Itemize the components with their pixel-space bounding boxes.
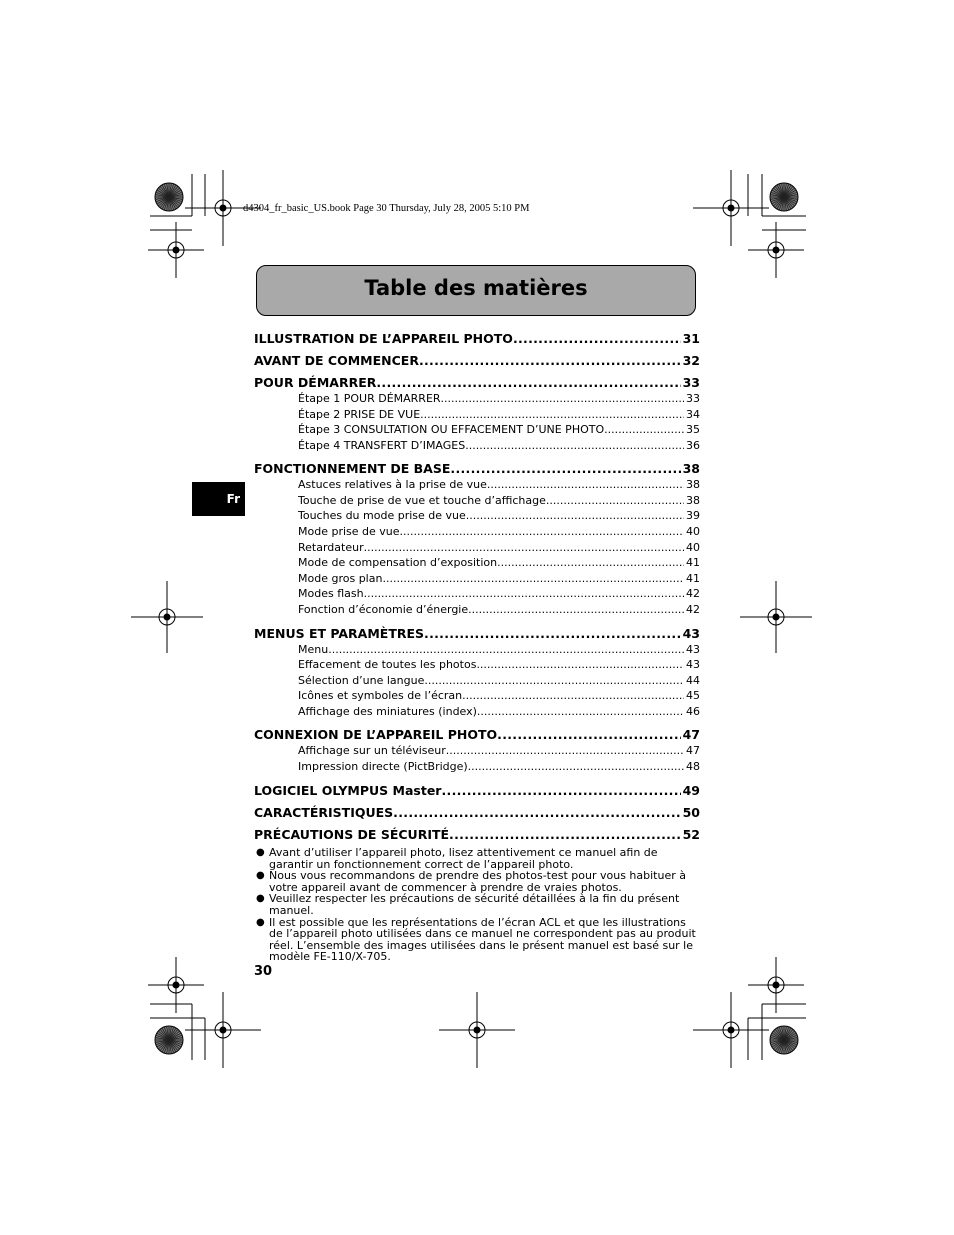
toc-entry xyxy=(254,374,700,391)
toc-entry-page: 50 xyxy=(682,804,700,820)
toc-entry xyxy=(254,625,700,642)
toc-entry xyxy=(254,804,700,826)
toc-entry-label: FONCTIONNEMENT DE BASE xyxy=(254,461,451,477)
bullet-icon: ● xyxy=(256,893,265,905)
toc-subentry xyxy=(254,571,700,587)
dot-leader xyxy=(376,374,680,391)
toc-entry-label: POUR DÉMARRER xyxy=(254,375,377,390)
dot-leader xyxy=(468,602,684,618)
toc-subentry xyxy=(254,688,700,704)
registration-crosshair-icon xyxy=(131,581,203,653)
dot-leader xyxy=(477,704,684,720)
toc-entry-label: PRÉCAUTIONS DE SÉCURITÉ xyxy=(254,826,450,842)
toc-subentry-page: 33 xyxy=(686,392,700,405)
toc-subentry-page: 35 xyxy=(686,423,700,437)
toc-entry-page: 31 xyxy=(682,331,700,346)
dot-leader xyxy=(476,657,684,673)
dot-leader xyxy=(393,804,680,821)
toc-subentry-page: 47 xyxy=(686,744,700,758)
toc-subentry-page: 41 xyxy=(686,571,700,585)
toc-entry xyxy=(254,352,700,374)
toc-subentry-label: Retardateur xyxy=(298,540,364,554)
registration-crosshair-icon xyxy=(439,992,515,1068)
toc-subentry-label: Affichage sur un téléviseur xyxy=(298,744,446,758)
dot-leader xyxy=(466,508,684,524)
toc-subentry xyxy=(254,673,700,689)
toc-entry-page: 49 xyxy=(682,782,700,798)
toc-subentry xyxy=(254,555,700,571)
dot-leader xyxy=(462,688,684,704)
toc-entry-page: 52 xyxy=(682,826,700,842)
toc-subentry-label: Astuces relatives à la prise de vue xyxy=(298,478,487,492)
toc-entry-label: CONNEXION DE L’APPAREIL PHOTO xyxy=(254,727,498,743)
toc-entry-page: 47 xyxy=(682,727,700,743)
toc-subentry-label: Impression directe (PictBridge) xyxy=(298,760,468,773)
toc-subentry-page: 45 xyxy=(686,689,700,703)
dot-leader xyxy=(364,586,684,602)
title-banner xyxy=(256,265,696,316)
bullet-icon: ● xyxy=(256,870,265,882)
toc-subentry xyxy=(254,540,700,556)
toc-subentry-label: Mode prise de vue xyxy=(298,525,400,539)
toc-entry-label: ILLUSTRATION DE L’APPAREIL PHOTO xyxy=(254,331,513,346)
dot-leader xyxy=(419,352,681,369)
toc-subentry-label: Modes flash xyxy=(298,587,364,601)
toc-subentry xyxy=(254,508,700,524)
note-text: Veuillez respecter les précautions de sécurité détaillées à la fin du présent manuel. xyxy=(269,892,680,917)
dot-leader xyxy=(449,826,681,843)
dot-leader xyxy=(400,524,684,540)
toc-subentry xyxy=(254,602,700,625)
dot-leader xyxy=(468,759,684,775)
dot-leader xyxy=(450,460,680,477)
toc-subentry xyxy=(254,493,700,509)
toc-subentry xyxy=(254,586,700,602)
registration-crosshair-icon xyxy=(185,992,261,1068)
toc-subentry-label: Touches du mode prise de vue xyxy=(298,509,466,523)
toc-subentry-label: Affichage des miniatures (index) xyxy=(298,704,477,718)
note-item xyxy=(254,847,702,870)
table-of-contents xyxy=(254,330,700,848)
dot-leader xyxy=(497,726,680,743)
toc-subentry-label: Mode gros plan xyxy=(298,571,383,585)
dot-leader xyxy=(382,571,684,587)
dot-leader xyxy=(441,782,680,799)
toc-entry-label: AVANT DE COMMENCER xyxy=(254,353,419,368)
dot-leader xyxy=(424,673,684,689)
language-tab: Fr xyxy=(192,482,245,516)
toc-subentry-label: Icônes et symboles de l’écran xyxy=(298,689,463,703)
toc-subentry-page: 42 xyxy=(686,587,700,601)
toc-subentry-page: 43 xyxy=(686,658,700,672)
toc-subentry xyxy=(254,407,700,423)
toc-subentry-label: Sélection d’une langue xyxy=(298,673,425,687)
toc-subentry-page: 48 xyxy=(686,760,700,773)
starburst-target-icon xyxy=(770,1026,798,1054)
dot-leader xyxy=(420,407,684,423)
dot-leader xyxy=(424,625,681,642)
toc-entry-page: 43 xyxy=(682,625,700,641)
toc-subentry xyxy=(254,642,700,658)
toc-subentry-page: 36 xyxy=(686,438,700,452)
page-number: 30 xyxy=(254,964,273,979)
starburst-target-icon xyxy=(155,1026,183,1054)
dot-leader xyxy=(546,493,684,509)
toc-entry-page: 38 xyxy=(682,461,700,477)
notes-list xyxy=(254,847,702,963)
registration-crosshair-icon xyxy=(148,957,204,1013)
toc-subentry-label: Fonction d’économie d’énergie xyxy=(298,603,469,617)
dot-leader xyxy=(513,330,681,347)
toc-subentry-page: 38 xyxy=(686,478,700,492)
toc-subentry xyxy=(254,391,700,407)
toc-subentry xyxy=(254,759,700,782)
toc-subentry-page: 40 xyxy=(686,525,700,539)
toc-entry xyxy=(254,826,700,848)
toc-subentry-label: Menu xyxy=(298,642,329,656)
toc-entry xyxy=(254,460,700,477)
dot-leader xyxy=(465,438,684,454)
toc-entry-label: CARACTÉRISTIQUES xyxy=(254,804,394,820)
toc-subentry-label: Étape 2 PRISE DE VUE xyxy=(298,407,421,421)
toc-subentry xyxy=(254,438,700,461)
toc-subentry-page: 40 xyxy=(686,540,700,554)
registration-crosshair-icon xyxy=(740,581,812,653)
toc-entry-label: MENUS ET PARAMÈTRES xyxy=(254,625,425,641)
dot-leader xyxy=(604,422,684,438)
bullet-icon: ● xyxy=(256,916,265,928)
print-header-line: d4304_fr_basic_US.book Page 30 Thursday, July 28, 2005 5:10 PM xyxy=(243,203,530,214)
toc-subentry xyxy=(254,422,700,438)
toc-entry xyxy=(254,330,700,352)
dot-leader xyxy=(446,743,684,759)
starburst-target-icon xyxy=(155,183,183,211)
toc-subentry-label: Étape 1 POUR DÉMARRER xyxy=(298,392,441,405)
note-text: Il est possible que les représentations de l’écran ACL et que les illustrations de l’appareil photo utilisées dans ce manuel ne correspondent pas au produit réel. L’ensemble des images utilisées dans le présent manuel est basé sur le modèle FE-110/X-705. xyxy=(269,915,696,964)
toc-subentry-page: 39 xyxy=(686,509,700,523)
note-text: Nous vous recommandons de prendre des photos-test pour vous habituer à votre appareil avant de commencer à prendre de vraies photos. xyxy=(269,869,686,894)
toc-subentry-page: 38 xyxy=(686,493,700,507)
toc-subentry-page: 44 xyxy=(686,673,700,687)
toc-subentry xyxy=(254,657,700,673)
toc-subentry-label: Étape 4 TRANSFERT D’IMAGES xyxy=(298,438,466,452)
toc-subentry-page: 41 xyxy=(686,556,700,570)
toc-entry xyxy=(254,782,700,804)
toc-subentry-label: Touche de prise de vue et touche d’affichage xyxy=(298,493,546,507)
dot-leader xyxy=(487,477,684,493)
starburst-target-icon xyxy=(770,183,798,211)
page-title: Table des matières xyxy=(364,276,588,300)
toc-subentry xyxy=(254,477,700,493)
toc-subentry xyxy=(254,704,700,727)
registration-crosshair-icon xyxy=(748,957,804,1013)
toc-entry-page: 32 xyxy=(682,353,700,368)
toc-subentry-page: 43 xyxy=(686,642,700,656)
toc-subentry-label: Mode de compensation d’exposition xyxy=(298,556,498,570)
toc-subentry xyxy=(254,743,700,759)
registration-crosshair-icon xyxy=(693,992,769,1068)
note-item xyxy=(254,917,702,963)
toc-entry-label: LOGICIEL OLYMPUS Master xyxy=(254,782,442,798)
toc-subentry-page: 42 xyxy=(686,603,700,617)
toc-subentry xyxy=(254,524,700,540)
dot-leader xyxy=(441,391,684,407)
registration-crosshair-icon xyxy=(693,170,769,246)
bullet-icon: ● xyxy=(256,847,265,858)
toc-subentry-label: Effacement de toutes les photos xyxy=(298,658,477,672)
toc-entry xyxy=(254,726,700,743)
note-text: Avant d’utiliser l’appareil photo, lisez attentivement ce manuel afin de garantir un fonctionnement correct de l’appareil photo. xyxy=(269,846,658,871)
toc-subentry-page: 46 xyxy=(686,704,700,718)
note-item xyxy=(254,870,702,893)
toc-subentry-label: Étape 3 CONSULTATION OU EFFACEMENT D’UNE PHOTO xyxy=(298,423,605,437)
toc-subentry-page: 34 xyxy=(686,407,700,421)
toc-entry-page: 33 xyxy=(682,375,700,390)
dot-leader xyxy=(497,555,684,571)
dot-leader xyxy=(328,642,684,658)
note-item xyxy=(254,893,702,916)
dot-leader xyxy=(364,540,684,556)
